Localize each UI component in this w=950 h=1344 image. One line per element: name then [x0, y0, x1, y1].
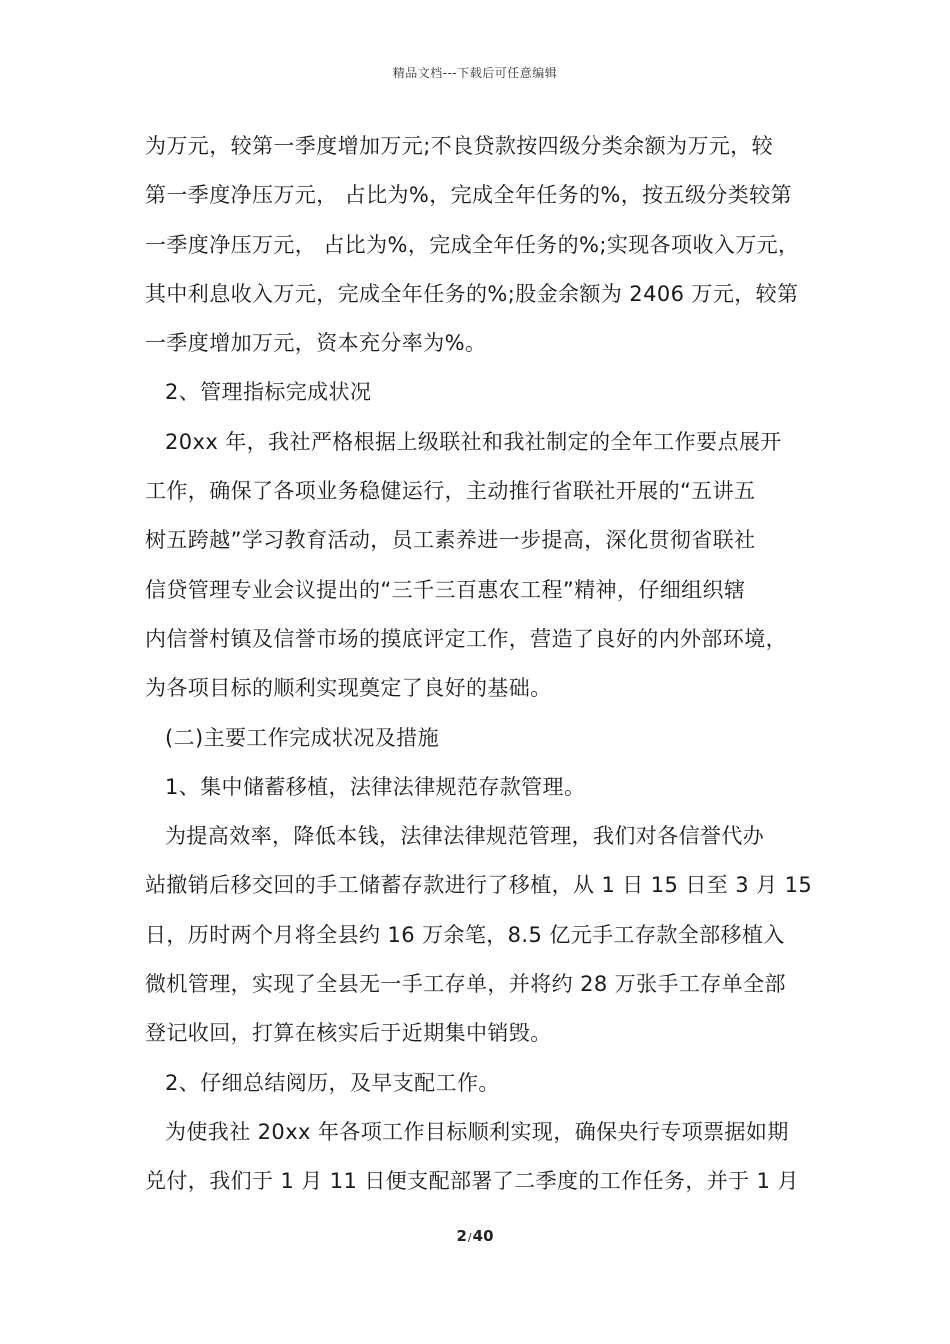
- current-page-number: 2: [456, 1227, 467, 1245]
- section-heading: 2、仔细总结阅历，及早支配工作。: [165, 1070, 500, 1095]
- section-heading: (二)主要工作完成状况及措施: [165, 725, 439, 750]
- text-line: 内信誉村镇及信誉市场的摸底评定工作，营造了良好的内外部环境，: [145, 626, 787, 651]
- text-line: 为各项目标的顺利实现奠定了良好的基础。: [145, 676, 552, 701]
- page-separator: /: [467, 1231, 472, 1244]
- text-line: 为使我社 20xx 年各项工作目标顺利实现，确保央行专项票据如期: [165, 1119, 789, 1144]
- text-line: 站撤销后移交回的手工储蓄存款进行了移植，从 1 日 15 日至 3 月 15: [145, 873, 813, 898]
- text-line: 其中利息收入万元，完成全年任务的%;股金余额为 2406 万元，较第: [145, 281, 799, 306]
- text-line: 工作，确保了各项业务稳健运行，主动推行省联社开展的“五讲五: [145, 479, 756, 504]
- text-line: 为万元，较第一季度增加万元;不良贷款按四级分类余额为万元，较: [145, 134, 774, 158]
- page-header: 精品文档---下载后可任意编辑: [392, 66, 558, 80]
- text-line: 日，历时两个月将全县约 16 万余笔，8.5 亿元手工存款全部移植入: [145, 922, 785, 947]
- section-heading: 2、管理指标完成状况: [165, 380, 372, 405]
- text-line: 树五跨越”学习教育活动，员工素养进一步提高，深化贯彻省联社: [145, 528, 756, 553]
- text-line: 兑付，我们于 1 月 11 日便支配部署了二季度的工作任务，并于 1 月: [145, 1169, 799, 1194]
- text-line: 为提高效率，降低本钱，法律法律规范管理，我们对各信誉代办: [165, 824, 765, 849]
- text-line: 一季度净压万元， 占比为%，完成全年任务的%;实现各项收入万元，: [145, 232, 800, 257]
- text-line: 微机管理，实现了全县无一手工存单，并将约 28 万张手工存单全部: [145, 972, 786, 997]
- text-line: 20xx 年，我社严格根据上级联社和我社制定的全年工作要点展开: [165, 429, 782, 454]
- body-text: [145, 128, 825, 1213]
- section-heading: 1、集中储蓄移植，法律法律规范存款管理。: [165, 774, 586, 799]
- text-line: 一季度增加万元，资本充分率为%。: [145, 331, 487, 356]
- text-line: 登记收回，打算在核实后于近期集中销毁。: [145, 1021, 552, 1046]
- text-line: 信贷管理专业会议提出的“三千三百惠农工程”精神，仔细组织辖: [145, 577, 746, 602]
- total-page-count: 40: [472, 1227, 494, 1245]
- page-number: [0, 1227, 950, 1245]
- text-line: 第一季度净压万元， 占比为%，完成全年任务的%，按五级分类较第: [145, 183, 792, 208]
